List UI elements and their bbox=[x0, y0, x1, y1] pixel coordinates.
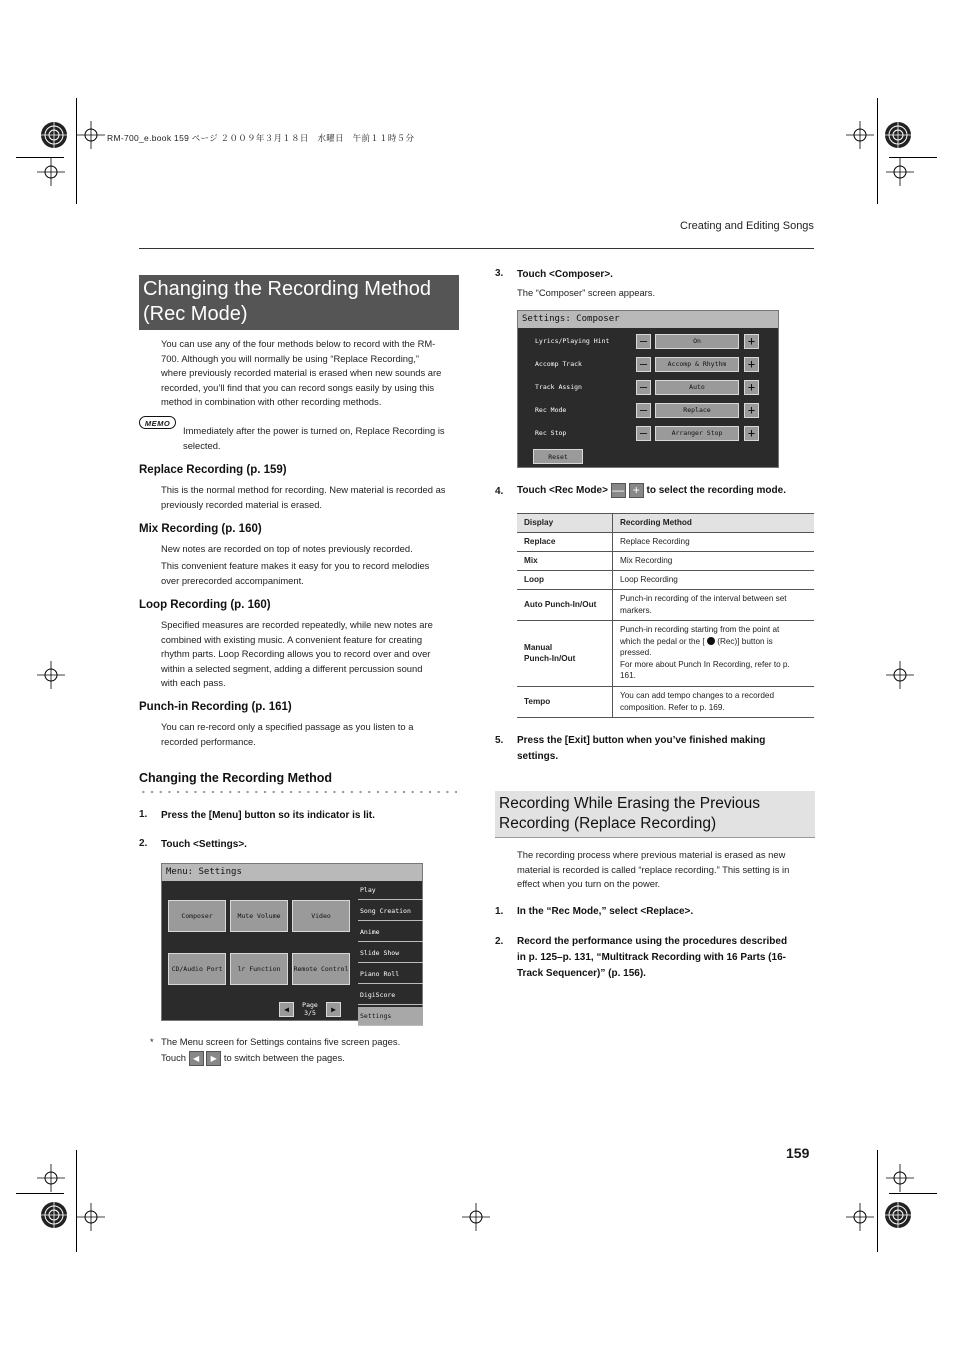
table-row bbox=[517, 570, 814, 589]
menu-list bbox=[358, 881, 423, 1028]
right-arrow-icon: ▶ bbox=[206, 1051, 221, 1066]
desc-line: over prerecorded accompaniment. bbox=[161, 574, 304, 586]
remote-control-button[interactable]: Remote Control bbox=[292, 953, 350, 985]
table-cell: Tempo bbox=[517, 686, 613, 717]
crosshair-icon bbox=[37, 158, 65, 186]
desc-line: within a selected segment, adding a different percussion sound bbox=[161, 662, 423, 674]
row-label: Rec Stop bbox=[535, 429, 567, 437]
plus-button[interactable]: + bbox=[744, 357, 759, 372]
mix-recording-desc bbox=[161, 542, 429, 588]
intro-line: You can use any of the four methods below to record with the RM- bbox=[161, 338, 436, 349]
crop-mark bbox=[877, 1150, 878, 1252]
table-header-row bbox=[517, 514, 814, 533]
crosshair-icon bbox=[77, 1203, 105, 1231]
heading-replace-recording: Replace Recording (p. 159) bbox=[139, 464, 287, 476]
registration-target-icon bbox=[884, 1201, 912, 1229]
desc-line: rhythm parts. Loop Recording allows you to record over and over bbox=[161, 648, 431, 659]
step-number: 5. bbox=[495, 735, 504, 746]
minus-icon: — bbox=[612, 483, 625, 497]
header-rule bbox=[139, 248, 814, 249]
step-number: 2. bbox=[495, 936, 504, 947]
desc-line: effect when you turn on the power. bbox=[517, 878, 661, 889]
step4-post: to select the recording mode. bbox=[646, 485, 786, 497]
note-rest: to switch between the pages. bbox=[223, 1052, 345, 1063]
row-value[interactable]: Accomp & Rhythm bbox=[655, 357, 739, 372]
row-label: Lyrics/Playing Hint bbox=[535, 337, 610, 345]
cell-line: Punch-In/Out bbox=[524, 654, 576, 663]
menu-item-digiscore[interactable]: DigiScore bbox=[358, 986, 423, 1005]
table-row bbox=[517, 589, 814, 620]
crosshair-icon bbox=[37, 1164, 65, 1192]
table-cell: Loop bbox=[517, 570, 613, 589]
table-row bbox=[517, 686, 814, 717]
page-indicator bbox=[298, 1001, 322, 1017]
mute-volume-button[interactable]: Mute Volume bbox=[230, 900, 288, 932]
page-next-button[interactable]: ▶ bbox=[326, 1002, 341, 1017]
crosshair-icon bbox=[886, 661, 914, 689]
running-head: Creating and Editing Songs bbox=[680, 220, 814, 232]
menu-item-piano-roll[interactable]: Piano Roll bbox=[358, 965, 423, 984]
table-cell: Loop Recording bbox=[613, 570, 815, 589]
desc-line: This convenient feature makes it easy for you to record melodies bbox=[161, 560, 430, 571]
step-number: 2. bbox=[139, 838, 148, 849]
composer-row-rec-mode bbox=[518, 403, 778, 420]
menu-item-play[interactable]: Play bbox=[358, 881, 423, 900]
page-value: 3/5 bbox=[304, 1009, 316, 1017]
intro-line: method in combination with other recording methods. bbox=[161, 396, 382, 407]
table-cell: Punch-in recording of the interval between set markers. bbox=[613, 589, 815, 620]
section-title-banner bbox=[139, 275, 459, 330]
note-touch: Touch bbox=[161, 1052, 187, 1063]
crop-mark bbox=[76, 98, 77, 204]
replace-recording-paragraph bbox=[517, 848, 789, 892]
step-line: settings. bbox=[517, 751, 559, 762]
table-cell: Replace Recording bbox=[613, 532, 815, 551]
intro-line: 700. Although you will normally be using “Replace Recording,” bbox=[161, 352, 419, 364]
screen-title: Menu: Settings bbox=[162, 864, 422, 881]
menu-settings-screen bbox=[161, 863, 423, 1021]
registration-target-icon bbox=[40, 121, 68, 149]
cell-text: (Rec)] button is bbox=[717, 636, 773, 646]
step-number: 1. bbox=[139, 809, 148, 820]
subheading-changing-method: Changing the Recording Method bbox=[139, 771, 333, 785]
step3-desc: The “Composer” screen appears. bbox=[517, 287, 656, 298]
cell-line: Punch-in recording starting from the point at bbox=[620, 625, 780, 635]
minus-button[interactable]: — bbox=[636, 380, 651, 395]
registration-target-icon bbox=[40, 1201, 68, 1229]
desc-line: recorded performance. bbox=[161, 735, 256, 747]
file-info: RM-700_e.book 159 ページ ２００９年３月１８日 水曜日 午前１１時５分 bbox=[107, 133, 415, 143]
table-cell: Auto Punch-In/Out bbox=[517, 589, 613, 620]
note-touch-line bbox=[161, 1051, 345, 1066]
step-number: 4. bbox=[495, 486, 504, 497]
step-line: Record the performance using the procedures described bbox=[517, 936, 788, 947]
section-title-line2: (Rec Mode) bbox=[143, 303, 248, 325]
cell-line: pressed. bbox=[620, 648, 652, 658]
page-number: 159 bbox=[786, 1145, 810, 1161]
crosshair-icon bbox=[462, 1203, 490, 1231]
note-text: The Menu screen for Settings contains five screen pages. bbox=[161, 1036, 401, 1047]
intro-line: where previously recorded material is erased when new sounds are bbox=[161, 367, 442, 378]
table-header: Display bbox=[517, 514, 613, 533]
crosshair-icon bbox=[37, 661, 65, 689]
intro-line: recorded, you’ll find that you can record songs easily by using this bbox=[161, 381, 435, 393]
step-text: In the “Rec Mode,” select <Replace>. bbox=[517, 906, 694, 917]
left-arrow-icon: ◀ bbox=[189, 1051, 204, 1066]
table-header: Recording Method bbox=[613, 514, 815, 533]
cell-text: which the pedal or the [ bbox=[620, 636, 705, 646]
cell-line: For more about Punch In Recording, refer to p. bbox=[620, 659, 790, 669]
step-text bbox=[517, 934, 787, 982]
step-line: Track Sequencer)” (p. 156). bbox=[517, 968, 646, 979]
crosshair-icon bbox=[886, 1164, 914, 1192]
crop-mark bbox=[877, 98, 878, 204]
dotted-divider bbox=[139, 790, 457, 794]
table-row bbox=[517, 551, 814, 570]
step-text: Press the [Menu] button so its indicator is lit. bbox=[161, 810, 375, 821]
row-value[interactable]: Auto bbox=[655, 380, 739, 395]
step4-pre: Touch <Rec Mode> bbox=[517, 485, 608, 497]
plus-button[interactable]: + bbox=[744, 334, 759, 349]
table-row bbox=[517, 532, 814, 551]
punch-in-recording-desc bbox=[161, 720, 413, 749]
plus-icon: + bbox=[629, 483, 644, 498]
menu-item-slide-show[interactable]: Slide Show bbox=[358, 944, 423, 963]
menu-item-settings[interactable]: Settings bbox=[358, 1007, 423, 1026]
desc-line: Specified measures are recorded repeatedly, while new notes are bbox=[161, 619, 433, 630]
crop-mark bbox=[16, 1193, 64, 1194]
menu-item-song-creation[interactable]: Song Creation bbox=[358, 902, 423, 921]
crosshair-icon bbox=[846, 121, 874, 149]
minus-button[interactable]: — bbox=[636, 334, 651, 349]
crop-mark bbox=[76, 1150, 77, 1252]
memo-text bbox=[183, 424, 445, 453]
cell-line bbox=[620, 636, 807, 648]
heading-loop-recording: Loop Recording (p. 160) bbox=[139, 599, 271, 611]
table-cell bbox=[613, 620, 815, 686]
note-star: * bbox=[150, 1036, 154, 1047]
rec-dot-icon bbox=[707, 637, 715, 645]
desc-line: material is recorded is called “replace recording.” This setting is in bbox=[517, 863, 790, 875]
composer-row bbox=[518, 426, 778, 443]
row-value[interactable]: Arranger Stop bbox=[655, 426, 739, 441]
step-text bbox=[517, 483, 786, 499]
table-cell bbox=[517, 620, 613, 686]
video-button[interactable]: Video bbox=[292, 900, 350, 932]
screen-title: Settings: Composer bbox=[518, 311, 778, 328]
composer-settings-screen bbox=[517, 310, 779, 468]
step-text: Touch <Composer>. bbox=[517, 269, 613, 280]
replace-recording-desc bbox=[161, 483, 446, 512]
desc-line: previously recorded material is erased. bbox=[161, 498, 323, 510]
row-value[interactable]: Replace bbox=[655, 403, 739, 418]
heading-punch-in-recording: Punch-in Recording (p. 161) bbox=[139, 701, 292, 713]
row-label: Track Assign bbox=[535, 383, 582, 391]
desc-line: with each pass. bbox=[161, 677, 226, 688]
crosshair-icon bbox=[77, 121, 105, 149]
step-text bbox=[517, 733, 765, 765]
lr-function-button[interactable]: lr Function bbox=[230, 953, 288, 985]
crop-mark bbox=[889, 1193, 937, 1194]
loop-recording-desc bbox=[161, 618, 433, 691]
plus-button[interactable]: + bbox=[744, 380, 759, 395]
plus-button[interactable]: + bbox=[744, 403, 759, 418]
cell-line: Manual bbox=[524, 642, 553, 652]
cd-audio-port-button[interactable]: CD/Audio Port bbox=[168, 953, 226, 985]
section-title-line2: Recording (Replace Recording) bbox=[499, 815, 717, 832]
composer-button[interactable]: Composer bbox=[168, 900, 226, 932]
intro-paragraph bbox=[161, 337, 441, 410]
section-title-line1: Recording While Erasing the Previous bbox=[499, 795, 761, 812]
cell-line: 161. bbox=[620, 671, 636, 681]
step-number: 1. bbox=[495, 906, 504, 917]
table-cell: Mix Recording bbox=[613, 551, 815, 570]
desc-line: New notes are recorded on top of notes previously recorded. bbox=[161, 543, 413, 554]
step-line: Press the [Exit] button when you’ve finished making bbox=[517, 735, 766, 746]
desc-line: This is the normal method for recording. New material is recorded as bbox=[161, 484, 446, 495]
minus-button[interactable]: — bbox=[636, 357, 651, 372]
crosshair-icon bbox=[886, 158, 914, 186]
rec-mode-table bbox=[517, 513, 814, 718]
desc-line: You can re-record only a specified passage as you listen to a bbox=[161, 721, 414, 732]
table-cell: Replace bbox=[517, 532, 613, 551]
crosshair-icon bbox=[846, 1203, 874, 1231]
table-cell: Mix bbox=[517, 551, 613, 570]
step-line: in p. 125–p. 131, “Multitrack Recording with 16 Parts (16- bbox=[517, 952, 786, 963]
heading-mix-recording: Mix Recording (p. 160) bbox=[139, 523, 262, 535]
reset-button[interactable]: Reset bbox=[533, 449, 583, 464]
desc-line: combined with existing music. A convenient feature for creating bbox=[161, 633, 423, 645]
row-label: Accomp Track bbox=[535, 360, 582, 368]
minus-button[interactable]: — bbox=[636, 426, 651, 441]
desc-line: The recording process where previous material is erased as new bbox=[517, 849, 786, 860]
step-number: 3. bbox=[495, 268, 504, 279]
minus-button[interactable]: — bbox=[636, 403, 651, 418]
memo-icon: MEMO bbox=[139, 416, 176, 429]
composer-row bbox=[518, 334, 778, 351]
page-prev-button[interactable]: ◀ bbox=[279, 1002, 294, 1017]
plus-button[interactable]: + bbox=[744, 426, 759, 441]
page-label: Page bbox=[302, 1001, 318, 1009]
registration-target-icon bbox=[884, 121, 912, 149]
row-label: Rec Mode bbox=[535, 406, 567, 414]
row-value[interactable]: On bbox=[655, 334, 739, 349]
table-cell: You can add tempo changes to a recorded composition. Refer to p. 169. bbox=[613, 686, 815, 717]
composer-row bbox=[518, 357, 778, 374]
section-title-line1: Changing the Recording Method bbox=[143, 278, 431, 300]
memo-line: selected. bbox=[183, 439, 221, 451]
composer-row bbox=[518, 380, 778, 397]
menu-item-anime[interactable]: Anime bbox=[358, 923, 423, 942]
section-title-banner-2 bbox=[495, 791, 815, 838]
memo-line: Immediately after the power is turned on, Replace Recording is bbox=[183, 425, 445, 436]
table-row bbox=[517, 620, 814, 686]
step-text: Touch <Settings>. bbox=[161, 839, 247, 850]
